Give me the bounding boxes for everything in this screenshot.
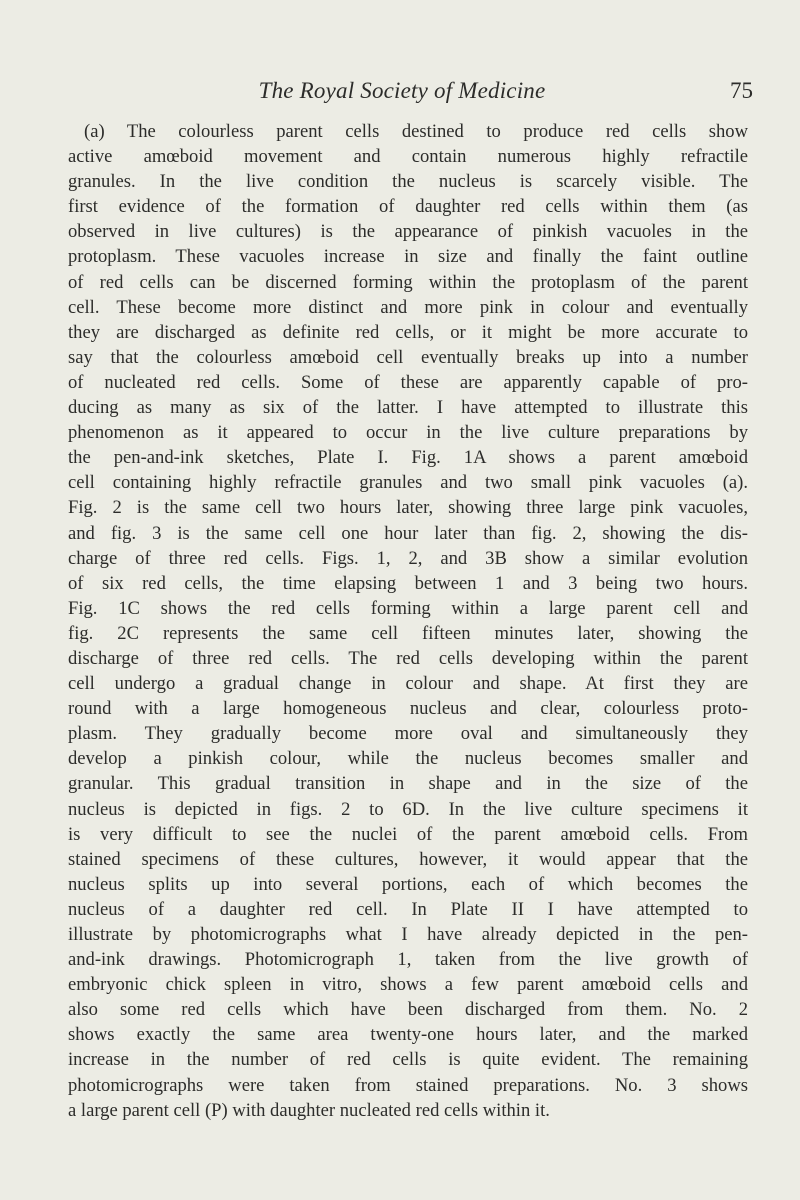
text-line: first evidence of the formation of daughter red cells within them (as bbox=[68, 196, 748, 218]
text-line: (a) The colourless parent cells destined to produce red cells show bbox=[84, 121, 748, 142]
text-line: granules. In the live condition the nucleus is scarcely visible. The bbox=[68, 171, 748, 193]
text-line: embryonic chick spleen in vitro, shows a few parent amœboid cells and bbox=[68, 974, 748, 996]
text-line: fig. 2C represents the same cell fifteen minutes later, showing the bbox=[68, 622, 748, 644]
text-line: cell undergo a gradual change in colour and shape. At first they are bbox=[68, 673, 748, 695]
text-line: develop a pinkish colour, while the nucleus becomes smaller and bbox=[68, 748, 748, 770]
text-line: is very difficult to see the nuclei of the parent amœboid cells. From bbox=[68, 823, 748, 845]
text-line: say that the colourless amœboid cell eventually breaks up into a number bbox=[68, 346, 748, 368]
text-line: and fig. 3 is the same cell one hour later than fig. 2, showing the dis- bbox=[68, 522, 748, 544]
text-line: of six red cells, the time elapsing between 1 and 3 being two hours. bbox=[68, 572, 748, 594]
text-line: nucleus is depicted in figs. 2 to 6D. In the live culture specimens it bbox=[68, 798, 748, 820]
text-line: nucleus of a daughter red cell. In Plate II I have attempted to bbox=[68, 898, 748, 920]
text-line: protoplasm. These vacuoles increase in size and finally the faint outline bbox=[68, 246, 748, 268]
text-line: shows exactly the same area twenty-one hours later, and the marked bbox=[68, 1024, 748, 1046]
text-line: charge of three red cells. Figs. 1, 2, and 3B show a similar evolution bbox=[68, 547, 748, 569]
text-line: a large parent cell (P) with daughter nucleated red cells within it. bbox=[68, 1099, 550, 1121]
text-line: phenomenon as it appeared to occur in the live culture preparations by bbox=[68, 422, 748, 444]
text-line: Fig. 2 is the same cell two hours later, showing three large pink vacuoles, bbox=[68, 497, 748, 519]
text-line: granular. This gradual transition in shape and in the size of the bbox=[68, 773, 748, 795]
text-line: cell. These become more distinct and more pink in colour and eventually bbox=[68, 296, 748, 318]
text-line: nucleus splits up into several portions, each of which becomes the bbox=[68, 873, 748, 895]
body-paragraph bbox=[68, 119, 748, 1123]
text-line: plasm. They gradually become more oval and simultaneously they bbox=[68, 723, 748, 745]
text-line: discharge of three red cells. The red cells developing within the parent bbox=[68, 647, 748, 669]
text-line: photomicrographs were taken from stained preparations. No. 3 shows bbox=[68, 1074, 748, 1096]
text-line: round with a large homogeneous nucleus and clear, colourless proto- bbox=[68, 698, 748, 720]
text-line: and-ink drawings. Photomicrograph 1, taken from the live growth of bbox=[68, 949, 748, 971]
text-line: ducing as many as six of the latter. I have attempted to illustrate this bbox=[68, 397, 748, 419]
text-line: illustrate by photomicrographs what I have already depicted in the pen- bbox=[68, 924, 748, 945]
text-line: they are discharged as definite red cells, or it might be more accurate to bbox=[68, 321, 748, 343]
text-line: cell containing highly refractile granules and two small pink vacuoles (a). bbox=[68, 472, 748, 494]
text-line: increase in the number of red cells is quite evident. The remaining bbox=[68, 1049, 748, 1071]
text-line: observed in live cultures) is the appearance of pinkish vacuoles in the bbox=[68, 221, 748, 243]
text-line: the pen-and-ink sketches, Plate I. Fig. 1A shows a parent amœboid bbox=[68, 447, 748, 469]
text-line: of red cells can be discerned forming within the protoplasm of the parent bbox=[68, 271, 748, 293]
page-number: 75 bbox=[730, 78, 753, 103]
text-line: active amœboid movement and contain numerous highly refractile bbox=[68, 146, 748, 168]
text-line: of nucleated red cells. Some of these are apparently capable of pro- bbox=[68, 371, 748, 393]
text-line: Fig. 1C shows the red cells forming within a large parent cell and bbox=[68, 597, 748, 619]
text-line: also some red cells which have been discharged from them. No. 2 bbox=[68, 999, 748, 1021]
running-title: The Royal Society of Medicine bbox=[258, 78, 546, 103]
text-line: stained specimens of these cultures, however, it would appear that the bbox=[68, 848, 748, 870]
